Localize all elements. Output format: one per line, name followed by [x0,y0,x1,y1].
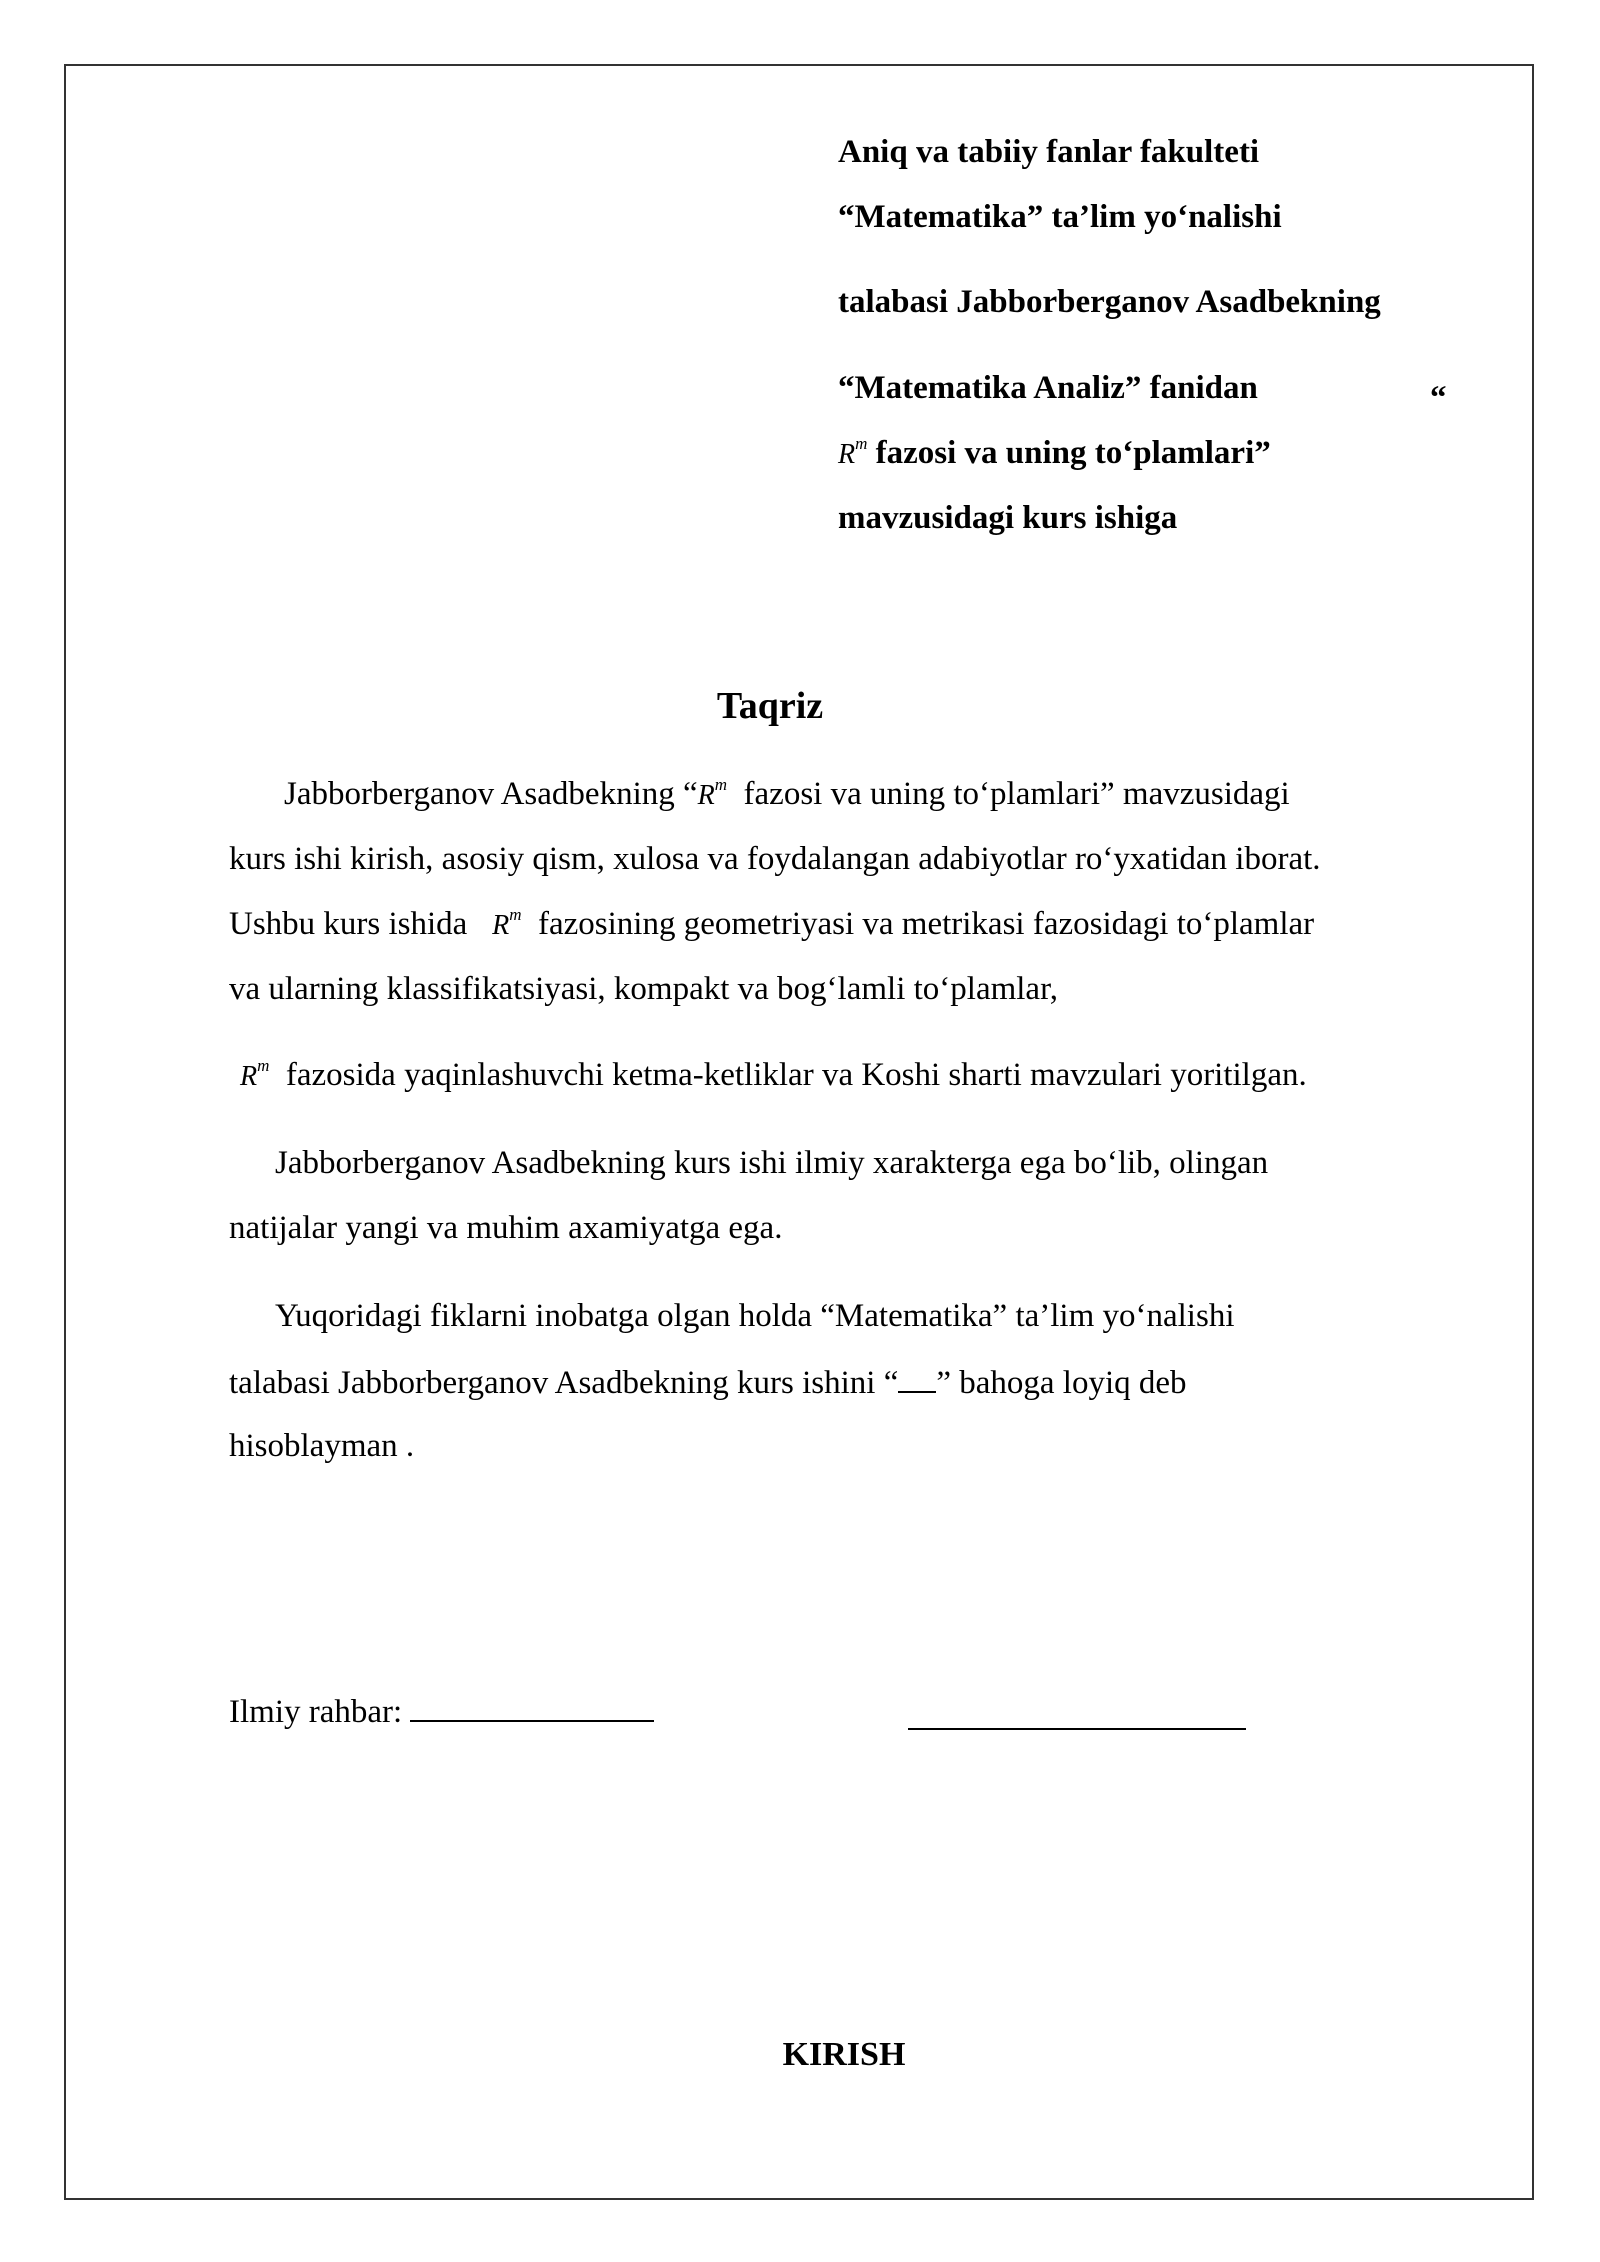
header-faculty: Aniq va tabiiy fanlar fakulteti [838,134,1260,170]
body-line: natijalar yangi va muhim axamiyatga ega. [229,1210,783,1246]
header-topic-end: mavzusidagi kurs ishiga [838,500,1178,536]
body-line: hisoblayman . [229,1428,415,1464]
header-topic [838,435,1271,472]
body-line: Jabborberganov Asadbekning kurs ishi ilmiy xarakterga ega bo‘lib, olingan [275,1145,1269,1181]
body-line: Ushbu kurs ishida $R^m$ fazosining geometriyasi va metrikasi fazosidagi to‘plamlar [229,905,1315,942]
math-symbol-r: $R^m$ [838,434,868,470]
body-line: $R^m$ fazosida yaqinlashuvchi ketma-ketliklar va Koshi sharti mavzulari yoritilgan. [240,1056,1307,1093]
header-open-quote: “ [1430,380,1447,416]
header-student: talabasi Jabborberganov Asadbekning [838,284,1381,320]
header-program: “Matematika” ta’lim yo‘nalishi [838,199,1282,235]
signature-label: Ilmiy rahbar: [229,1694,403,1730]
document-title: Taqriz [716,685,824,727]
body-line: va ularning klassifikatsiyasi, kompakt va bog‘lamli to‘plamlar, [229,971,1058,1007]
body-line: Jabborberganov Asadbekning “$R^m$ fazosi va uning to‘plamlari” mavzusidagi [284,775,1290,812]
body-line: talabasi Jabborberganov Asadbekning kurs ishini “ ” bahoga loyiq deb [229,1365,1187,1401]
math-symbol-r: $R^m$ [240,1056,270,1092]
header-subject: “Matematika Analiz” fanidan [838,370,1258,406]
body-line: Yuqoridagi fiklarni inobatga olgan holda “Matematika” ta’lim yo‘nalishi [275,1298,1235,1334]
header-topic-text: fazosi va uning to‘plamlari” [875,435,1271,471]
section-heading-kirish: KIRISH [782,2036,906,2073]
signature-name-blank [908,1692,1246,1730]
math-symbol-r: $R^m$ [697,775,728,811]
grade-blank [898,1363,936,1393]
math-symbol-r: $R^m$ [492,905,522,941]
signature-line [229,1692,654,1731]
page-frame [64,64,1534,2200]
signature-blank [410,1692,654,1722]
body-line: kurs ishi kirish, asosiy qism, xulosa va foydalangan adabiyotlar ro‘yxatidan iborat. [229,841,1321,877]
